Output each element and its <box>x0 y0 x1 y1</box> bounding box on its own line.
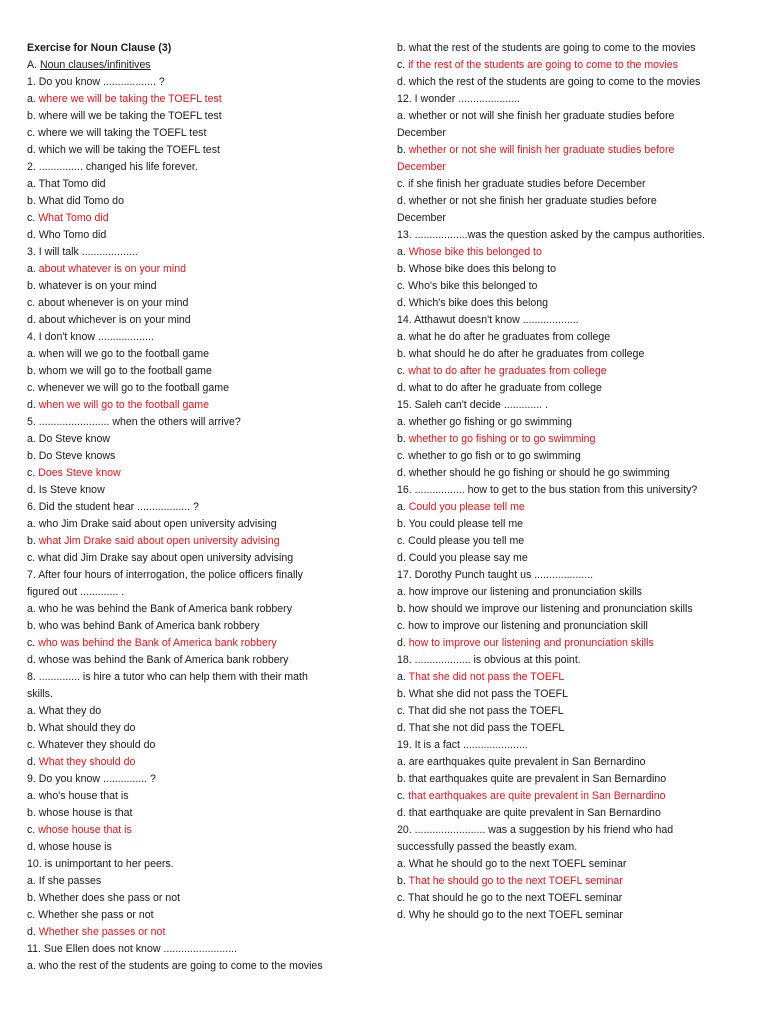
question-line <box>397 873 747 890</box>
line-text: b. <box>27 535 39 547</box>
line-text: b. Do Steve knows <box>27 450 116 462</box>
line-text: 5. ........................ when the others will arrive? <box>27 416 241 428</box>
question-line <box>27 74 372 91</box>
line-text: a. Do Steve know <box>27 433 111 445</box>
correct-answer-text: what Jim Drake said about open university advising <box>38 535 280 547</box>
correct-answer-text: Could you please tell me <box>408 501 525 513</box>
line-text: d. Could you please say me <box>397 552 528 564</box>
line-text: d. That she not did pass the TOEFL <box>397 722 565 734</box>
line-text: c. whether to go fish or to go swimming <box>397 450 581 462</box>
question-line <box>397 839 747 856</box>
question-line <box>27 703 372 720</box>
question-line <box>27 788 372 805</box>
question-line <box>397 380 747 397</box>
question-line <box>27 839 372 856</box>
question-line <box>397 295 747 312</box>
line-text: c. whenever we will go to the football game <box>27 382 229 394</box>
line-text: 8. .............. is hire a tutor who can help them with their math <box>27 671 308 683</box>
question-line <box>397 550 747 567</box>
correct-answer-text: where we will be taking the TOEFL test <box>38 93 222 105</box>
line-text: a. What he should go to the next TOEFL seminar <box>397 858 627 870</box>
question-line <box>397 40 747 57</box>
line-text: 14. Atthawut doesn't know ................... <box>397 314 579 326</box>
section-prefix: A. <box>27 59 38 71</box>
line-text: d. whose house is <box>27 841 112 853</box>
question-line <box>397 244 747 261</box>
correct-answer-text: What Tomo did <box>38 212 109 224</box>
line-text: b. who was behind Bank of America bank robbery <box>27 620 260 632</box>
question-line <box>397 346 747 363</box>
question-line <box>27 346 372 363</box>
line-text: b. whatever is on your mind <box>27 280 157 292</box>
line-text: d. <box>397 637 409 649</box>
question-line <box>397 567 747 584</box>
line-text: b. how should we improve our listening and pronunciation skills <box>397 603 693 615</box>
line-text: b. Whose bike does this belong to <box>397 263 557 275</box>
question-line <box>27 448 372 465</box>
line-text: a. <box>27 263 39 275</box>
correct-answer-text: What they should do <box>38 756 136 768</box>
line-text: a. how improve our listening and pronunciation skills <box>397 586 642 598</box>
section-heading <box>27 57 372 74</box>
correct-answer-text: when we will go to the football game <box>38 399 209 411</box>
question-line <box>27 227 372 244</box>
line-text: a. <box>397 501 409 513</box>
line-text: c. <box>27 212 39 224</box>
line-text: 10. is unimportant to her peers. <box>27 858 174 870</box>
line-text: 16. ................. how to get to the bus station from this university? <box>397 484 698 496</box>
question-line <box>397 669 747 686</box>
line-text: a. What they do <box>27 705 102 717</box>
line-text: c. Whether she pass or not <box>27 909 154 921</box>
line-text: December <box>397 127 446 139</box>
question-line <box>397 261 747 278</box>
line-text: a. who's house that is <box>27 790 129 802</box>
question-line <box>27 108 372 125</box>
question-line <box>27 737 372 754</box>
question-line <box>27 771 372 788</box>
line-text: a. whether or not will she finish her graduate studies before <box>397 110 675 122</box>
question-line <box>397 907 747 924</box>
line-text: d. what to do after he graduate from college <box>397 382 602 394</box>
line-text: 3. I will talk ................... <box>27 246 138 258</box>
correct-answer-text: who was behind the Bank of America bank robbery <box>38 637 277 649</box>
section-name: Noun clauses/infinitives <box>39 59 151 71</box>
correct-answer-text: how to improve our listening and pronunciation skills <box>408 637 654 649</box>
question-line <box>397 737 747 754</box>
right-question-list <box>397 40 747 924</box>
question-line <box>397 720 747 737</box>
question-line <box>397 414 747 431</box>
line-text: c. <box>397 59 409 71</box>
question-line <box>397 771 747 788</box>
question-line <box>27 720 372 737</box>
question-line <box>27 924 372 941</box>
line-text: b. whose house is that <box>27 807 133 819</box>
question-line <box>397 788 747 805</box>
correct-answer-text: Whose bike this belonged to <box>408 246 542 258</box>
question-line <box>397 431 747 448</box>
question-line <box>27 142 372 159</box>
question-line <box>27 91 372 108</box>
line-text: 17. Dorothy Punch taught us .................... <box>397 569 594 581</box>
question-line <box>27 890 372 907</box>
question-line <box>27 159 372 176</box>
line-text: a. That Tomo did <box>27 178 106 190</box>
page-title: Exercise for Noun Clause (3) <box>27 42 172 54</box>
question-line <box>27 380 372 397</box>
line-text: c. how to improve our listening and pronunciation skill <box>397 620 648 632</box>
question-line <box>397 652 747 669</box>
line-text: c. <box>27 824 39 836</box>
line-text: 12. I wonder ..................... <box>397 93 521 105</box>
question-line <box>397 533 747 550</box>
question-line <box>397 125 747 142</box>
question-line <box>397 448 747 465</box>
line-text: d. about whichever is on your mind <box>27 314 191 326</box>
line-text: c. That did she not pass the TOEFL <box>397 705 564 717</box>
question-line <box>27 295 372 312</box>
question-line <box>397 108 747 125</box>
line-text: c. if she finish her graduate studies before December <box>397 178 646 190</box>
line-text: b. what the rest of the students are going to come to the movies <box>397 42 696 54</box>
question-line <box>397 890 747 907</box>
line-text: 2. ............... changed his life forever. <box>27 161 198 173</box>
line-text: 18. ................... is obvious at this point. <box>397 654 581 666</box>
line-text: 19. It is a fact ...................... <box>397 739 528 751</box>
line-text: 11. Sue Ellen does not know ......................... <box>27 943 238 955</box>
line-text: d. whether should he go fishing or should he go swimming <box>397 467 670 479</box>
question-line <box>397 91 747 108</box>
line-text: a. who Jim Drake said about open university advising <box>27 518 277 530</box>
question-line <box>27 941 372 958</box>
correct-answer-text: whose house that is <box>38 824 132 836</box>
correct-answer-text: if the rest of the students are going to come to the movies <box>408 59 678 71</box>
question-line <box>27 261 372 278</box>
question-line <box>397 618 747 635</box>
line-text: 20. ........................ was a suggestion by his friend who had <box>397 824 674 836</box>
question-line <box>27 278 372 295</box>
correct-answer-text: about whatever is on your mind <box>38 263 186 275</box>
line-text: 9. Do you know ............... ? <box>27 773 156 785</box>
line-text: 6. Did the student hear .................. ? <box>27 501 199 513</box>
line-text: a. <box>397 671 409 683</box>
question-line <box>397 465 747 482</box>
question-line <box>27 873 372 890</box>
question-line <box>27 176 372 193</box>
question-line <box>27 210 372 227</box>
question-line <box>27 516 372 533</box>
question-line <box>397 142 747 159</box>
question-line <box>27 312 372 329</box>
right-column <box>397 40 747 924</box>
question-line <box>27 465 372 482</box>
line-text: c. Could please you tell me <box>397 535 525 547</box>
line-text: d. that earthquake are quite prevalent in San Bernardino <box>397 807 661 819</box>
correct-answer-text: whether or not she will finish her graduate studies before <box>408 144 675 156</box>
question-line <box>397 754 747 771</box>
question-line <box>397 159 747 176</box>
correct-answer-text: what to do after he graduates from college <box>408 365 607 377</box>
correct-answer-text: That she did not pass the TOEFL <box>408 671 565 683</box>
line-text: a. whether go fishing or go swimming <box>397 416 572 428</box>
line-text: a. when will we go to the football game <box>27 348 209 360</box>
question-line <box>27 533 372 550</box>
question-line <box>27 754 372 771</box>
question-line <box>397 856 747 873</box>
line-text: b. You could please tell me <box>397 518 524 530</box>
question-line <box>27 907 372 924</box>
line-text: d. Is Steve know <box>27 484 105 496</box>
line-text: skills. <box>27 688 53 700</box>
question-line <box>27 686 372 703</box>
correct-answer-text: Whether she passes or not <box>38 926 166 938</box>
question-line <box>27 635 372 652</box>
question-line <box>27 822 372 839</box>
line-text: figured out ............. . <box>27 586 125 598</box>
line-text: c. where we will taking the TOEFL test <box>27 127 207 139</box>
line-text: c. Who's bike this belonged to <box>397 280 538 292</box>
line-text: c. Whatever they should do <box>27 739 156 751</box>
line-text: December <box>397 212 446 224</box>
line-text: b. <box>397 875 409 887</box>
question-line <box>397 329 747 346</box>
line-text: successfully passed the beastly exam. <box>397 841 578 853</box>
line-text: d. <box>27 399 39 411</box>
line-text: d. whether or not she finish her graduate studies before <box>397 195 657 207</box>
line-text: c. <box>397 365 409 377</box>
line-text: 1. Do you know .................. ? <box>27 76 165 88</box>
correct-answer-text: Does Steve know <box>38 467 121 479</box>
line-text: b. What should they do <box>27 722 136 734</box>
line-text: b. Whether does she pass or not <box>27 892 181 904</box>
question-line <box>27 482 372 499</box>
left-column <box>27 40 372 975</box>
line-text: b. what should he do after he graduates from college <box>397 348 645 360</box>
question-line <box>397 74 747 91</box>
question-line <box>397 278 747 295</box>
question-line <box>27 363 372 380</box>
line-text: b. What she did not pass the TOEFL <box>397 688 568 700</box>
question-line <box>27 567 372 584</box>
question-line <box>397 397 747 414</box>
question-line <box>27 618 372 635</box>
question-line <box>397 176 747 193</box>
question-line <box>397 635 747 652</box>
question-line <box>397 584 747 601</box>
correct-answer-text: whether to go fishing or to go swimming <box>408 433 596 445</box>
line-text: b. that earthquakes quite are prevalent in San Bernardino <box>397 773 667 785</box>
question-line <box>27 414 372 431</box>
correct-answer-text: December <box>397 161 446 173</box>
line-text: 7. After four hours of interrogation, the police officers finally <box>27 569 303 581</box>
line-text: c. That should he go to the next TOEFL seminar <box>397 892 623 904</box>
line-text: a. what he do after he graduates from college <box>397 331 611 343</box>
question-line <box>397 312 747 329</box>
question-line <box>397 363 747 380</box>
line-text: a. If she passes <box>27 875 102 887</box>
question-line <box>397 482 747 499</box>
line-text: c. about whenever is on your mind <box>27 297 189 309</box>
line-text: 4. I don't know ................... <box>27 331 154 343</box>
correct-answer-text: That he should go to the next TOEFL seminar <box>408 875 623 887</box>
line-text: d. which we will be taking the TOEFL test <box>27 144 220 156</box>
question-line <box>27 397 372 414</box>
question-line <box>27 244 372 261</box>
question-line <box>397 686 747 703</box>
line-text: b. <box>397 144 409 156</box>
question-line <box>397 822 747 839</box>
line-text: b. where will we be taking the TOEFL test <box>27 110 222 122</box>
question-line <box>397 703 747 720</box>
line-text: c. what did Jim Drake say about open university advising <box>27 552 294 564</box>
question-line <box>27 125 372 142</box>
question-line <box>27 431 372 448</box>
question-line <box>397 805 747 822</box>
line-text: 13. ..................was the question asked by the campus authorities. <box>397 229 705 241</box>
line-text: b. whom we will go to the football game <box>27 365 212 377</box>
line-text: a. <box>27 93 39 105</box>
line-text: 15. Saleh can't decide ............. . <box>397 399 549 411</box>
left-question-list <box>27 74 372 975</box>
question-line <box>27 499 372 516</box>
line-text: a. who he was behind the Bank of America bank robbery <box>27 603 293 615</box>
line-text: b. What did Tomo do <box>27 195 124 207</box>
line-text: d. <box>27 756 39 768</box>
question-line <box>27 193 372 210</box>
question-line <box>397 601 747 618</box>
question-line <box>397 193 747 210</box>
line-text: d. Why he should go to the next TOEFL seminar <box>397 909 623 921</box>
question-line <box>397 210 747 227</box>
line-text: d. Which's bike does this belong <box>397 297 549 309</box>
question-line <box>397 57 747 74</box>
line-text: c. <box>397 790 409 802</box>
question-line <box>27 669 372 686</box>
question-line <box>397 227 747 244</box>
line-text: a. who the rest of the students are going to come to the movies <box>27 960 323 972</box>
question-line <box>27 584 372 601</box>
line-text: c. <box>27 467 39 479</box>
line-text: a. <box>397 246 409 258</box>
question-line <box>27 856 372 873</box>
line-text: d. <box>27 926 39 938</box>
question-line <box>27 329 372 346</box>
correct-answer-text: that earthquakes are quite prevalent in San Bernardino <box>408 790 666 802</box>
line-text: b. <box>397 433 409 445</box>
question-line <box>27 550 372 567</box>
line-text: c. <box>27 637 39 649</box>
line-text: d. Who Tomo did <box>27 229 107 241</box>
question-line <box>397 516 747 533</box>
line-text: d. which the rest of the students are going to come to the movies <box>397 76 701 88</box>
line-text: a. are earthquakes quite prevalent in San Bernardino <box>397 756 646 768</box>
question-line <box>27 958 372 975</box>
question-line <box>397 499 747 516</box>
question-line <box>27 601 372 618</box>
question-line <box>27 805 372 822</box>
question-line <box>27 652 372 669</box>
line-text: d. whose was behind the Bank of America bank robbery <box>27 654 289 666</box>
